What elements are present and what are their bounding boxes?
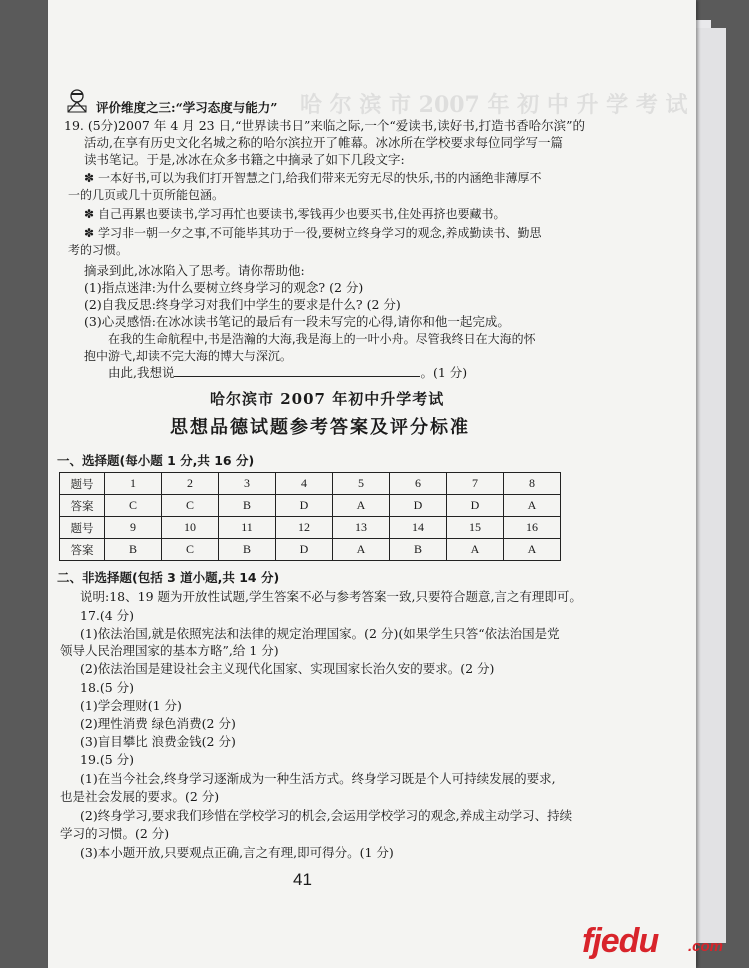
quote-2-text: 自己再累也要读书,学习再忙也要读书,零钱再少也要买书,住处再挤也要藏书。 [98,207,506,221]
flower-bullet-icon: ✽ [84,171,95,185]
row-label: 答案 [60,495,105,517]
q19-answer-2a: (2)终身学习,要求我们珍惜在学校学习的机会,会运用学校学习的观念,养成主动学习、持续 [80,808,573,823]
q19-answer-3: (3)本小题开放,只要观点正确,言之有理,即可得分。(1 分) [80,845,394,860]
answer-cell: C [162,495,219,517]
dimension-label: 评价维度之三:“学习态度与能力” [96,100,278,115]
question-number: 13 [333,517,390,539]
question-number: 8 [504,473,561,495]
q18-answer-3: (3)盲目攀比 浪费金钱(2 分) [80,734,236,749]
answer-cell: B [390,539,447,561]
flower-bullet-icon: ✽ [84,207,95,221]
answer-table [59,472,561,561]
q19-answer-header: 19.(5 分) [80,752,135,767]
quote-3-text: 学习非一朝一夕之事,不可能毕其功于一役,要树立终身学习的观念,养成勤读书、勤思 [98,226,542,240]
question-number: 14 [390,517,447,539]
q17-answer-2: (2)依法治国是建设社会主义现代化国家、实现国家长治久安的要求。(2 分) [80,661,495,676]
q18-answer-2: (2)理性消费 绿色消费(2 分) [80,716,236,731]
quote-3 [84,225,541,241]
q19-answer-2b: 学习的习惯。(2 分) [60,826,170,841]
question-number: 10 [162,517,219,539]
q19-line2: 活动,在享有历史文化名城之称的哈尔滨拉开了帷幕。冰冰所在学校要求每位同学写一篇 [84,135,563,150]
question-number: 11 [219,517,276,539]
q19-line3: 读书笔记。于是,冰冰在众多书籍之中摘录了如下几段文字: [84,152,405,167]
sub-question-3: (3)心灵感悟:在冰冰读书笔记的最后有一段未写完的心得,请你和他一起完成。 [84,314,510,329]
question-number: 5 [333,473,390,495]
question-number: 3 [219,473,276,495]
answer-cell: A [333,539,390,561]
row-label: 题号 [60,473,105,495]
answer-cell: B [219,539,276,561]
sub-question-1: (1)指点迷津:为什么要树立终身学习的观念? (2 分) [84,280,364,295]
answer-cell: A [333,495,390,517]
essay-line-1: 在我的生命航程中,书是浩瀚的大海,我是海上的一叶小舟。尽管我终日在大海的怀 [108,332,536,346]
watermark-logo: fjedu [582,922,659,960]
table-row [60,473,561,495]
quote-1 [84,170,541,186]
quote-2 [84,206,505,222]
question-number: 16 [504,517,561,539]
answer-blank [174,364,420,377]
exam-title: 哈尔滨市 2007 年初中升学考试 [210,390,445,408]
answer-cell: B [219,495,276,517]
question-number: 1 [105,473,162,495]
q17-header: 17.(4 分) [80,608,135,623]
page-number: 41 [293,870,312,889]
reading-student-icon [64,88,94,114]
answer-cell: D [390,495,447,517]
essay-line-2: 抱中游弋,却读不完大海的博大与深沉。 [84,349,292,363]
answer-cell: C [162,539,219,561]
question-number: 15 [447,517,504,539]
quote-1-text: 一本好书,可以为我们打开智慧之门,给我们带来无穷无尽的快乐,书的内涵绝非薄厚不 [98,171,542,185]
section1-label: 一、选择题(每小题 1 分,共 16 分) [57,453,255,468]
q19-answer-1b: 也是社会发展的要求。(2 分) [60,789,220,804]
flower-bullet-icon: ✽ [84,226,95,240]
question-number: 7 [447,473,504,495]
q19-answer-1a: (1)在当今社会,终身学习逐渐成为一种生活方式。终身学习既是个人可持续发展的要求, [80,771,556,786]
question-number: 2 [162,473,219,495]
row-label: 答案 [60,539,105,561]
section2-label: 二、非选择题(包括 3 道小题,共 14 分) [57,570,280,585]
table-row [60,495,561,517]
q19-line1: 19. (5分)2007 年 4 月 23 日,“世界读书日”来临之际,一个“爱读书,读好书,打造书香哈尔滨”的 [64,118,586,133]
row-label: 题号 [60,517,105,539]
answer-cell: A [447,539,504,561]
sub-question-2: (2)自我反思:终身学习对我们中学生的要求是什么? (2 分) [84,297,401,312]
answer-cell: A [504,495,561,517]
q17-answer-1b: 领导人民治理国家的基本方略”,给 1 分) [60,643,279,658]
table-row [60,539,561,561]
essay-score: 。(1 分) [420,365,468,380]
q18-header: 18.(5 分) [80,680,135,695]
answer-cell: B [105,539,162,561]
quote-1-cont: 一的几页或几十页所能包涵。 [68,188,225,202]
essay-prompt-text: 由此,我想说 [108,365,175,380]
answer-cell: D [447,495,504,517]
section2-note: 说明:18、19 题为开放性试题,学生答案不必与参考答案一致,只要符合题意,言之有理即可。 [80,589,582,604]
essay-prompt [108,364,467,381]
bleed-through: 哈 尔 滨 市 2007 年 初 中 升 学 考 试 [300,92,688,118]
quote-3-cont: 考的习惯。 [68,243,129,257]
answer-cell: A [504,539,561,561]
answer-cell: C [105,495,162,517]
answer-key-title: 思想品德试题参考答案及评分标准 [170,417,470,438]
answer-cell: D [276,495,333,517]
question-number: 6 [390,473,447,495]
q17-answer-1a: (1)依法治国,就是依照宪法和法律的规定治理国家。(2 分)(如果学生只答“依法治国是党 [80,626,560,641]
q18-answer-1: (1)学会理财(1 分) [80,698,182,713]
table-row [60,517,561,539]
question-number: 4 [276,473,333,495]
question-number: 9 [105,517,162,539]
question-number: 12 [276,517,333,539]
answer-cell: D [276,539,333,561]
watermark-logo-suffix: .com [688,938,724,955]
reflect-line: 摘录到此,冰冰陷入了思考。请你帮助他: [84,263,305,278]
